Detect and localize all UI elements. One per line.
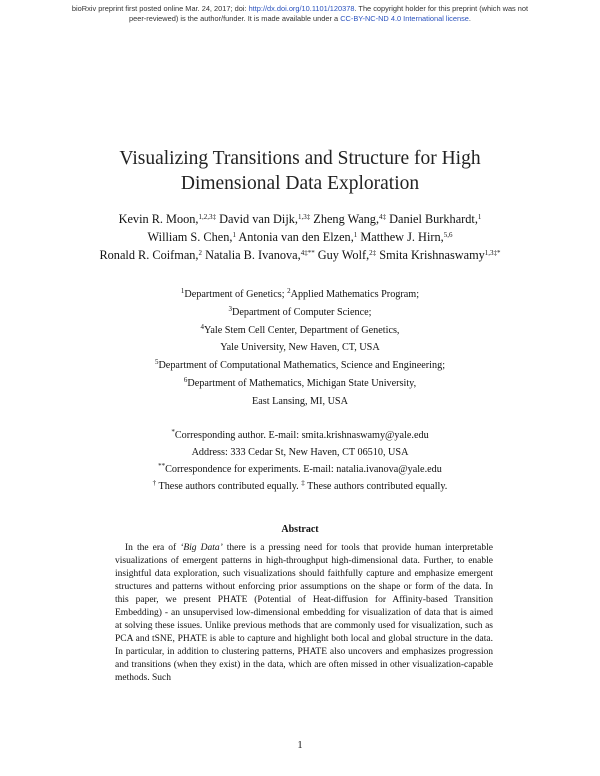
affiliation-sup: 3 <box>228 304 233 313</box>
note-text: Correspondence for experiments. E-mail: natalia.ivanova@yale.edu <box>165 464 442 475</box>
author-name: David van Dijk, <box>216 212 298 226</box>
affiliation-line <box>0 286 600 304</box>
banner-text-2-tail: . <box>468 13 471 23</box>
author-name: Ronald R. Coifman, <box>99 248 199 262</box>
author-name: Guy Wolf, <box>314 248 370 262</box>
author-name: Smita Krishnaswamy <box>376 248 485 262</box>
affiliation-line <box>0 375 600 393</box>
correspondence-notes <box>0 427 600 495</box>
author-name: Daniel Burkhardt, <box>386 212 478 226</box>
affiliation-text: Yale Stem Cell Center, Department of Genetics, <box>204 324 400 336</box>
author-name: Kevin R. Moon, <box>118 212 199 226</box>
page-number: 1 <box>297 740 303 751</box>
abstract-emphasis: ‘Big Data’ <box>180 543 223 553</box>
affiliations <box>0 286 600 411</box>
author-sup: 1 <box>477 213 482 221</box>
banner-text-1-tail: . The copyright holder for this preprint (which was not <box>354 4 529 13</box>
author-name: Zheng Wang, <box>310 212 380 226</box>
note-text: These authors contributed equally. <box>156 481 302 492</box>
equal-contribution <box>0 478 600 495</box>
author-name: Natalia B. Ivanova, <box>202 248 301 262</box>
affiliation-text: Department of Genetics; <box>184 289 288 300</box>
note-sup: * <box>171 428 175 436</box>
author-sup: 2‡ <box>369 249 377 257</box>
title-line-2: Dimensional Data Exploration <box>180 173 420 194</box>
paper-title <box>0 146 600 196</box>
title-line-1: Visualizing Transitions and Structure for High <box>119 148 481 169</box>
author-sup: 4‡** <box>300 249 315 257</box>
affiliation-text: Applied Mathematics Program; <box>290 289 420 300</box>
experiment-correspondence <box>0 461 600 478</box>
author-sup: 1 <box>353 231 358 239</box>
preprint-banner <box>0 4 600 23</box>
affiliation-sup: 6 <box>183 375 188 384</box>
author-sup: 2 <box>198 249 203 257</box>
banner-text-2: peer-reviewed) is the author/funder. It is made available under a <box>129 13 341 23</box>
affiliation-text: Department of Computational Mathematics, Science and Engineering; <box>158 360 446 372</box>
affiliation-sup: 1 <box>180 287 185 295</box>
note-text: Corresponding author. E-mail: smita.krishnaswamy@yale.edu <box>174 430 429 441</box>
author-line-2 <box>0 228 600 246</box>
note-sup: † <box>152 479 157 487</box>
affiliation-line: East Lansing, MI, USA <box>252 395 348 407</box>
abstract-text: In the era of <box>125 543 181 553</box>
note-text: These authors contributed equally. <box>304 481 448 492</box>
affiliation-line <box>0 322 600 340</box>
abstract-text: there is a pressing need for tools that provide human interpretable visualizations of emergent patterns in high-throughput high-dimensional data. Further, to enable insightful data exploration, such visualizations should faithfully capture and emphasize emergent structures and patterns without enforcing prior assumptions on the shape or form of the data. In this paper, we present PHATE (Potential of Heat-diffusion for Affinity-based Transition Embedding) - an unsupervised low-dimensional embedding for visualization of data that is aimed at solving these issues. Unlike previous methods that are commonly used for visualization, such as PCA and tSNE, PHATE is able to capture and highlight both local and global structure in the data. In particular, in addition to clustering patterns, PHATE also uncovers and emphasizes progression and transitions (when they exist) in the data, which are often missed in other visualization-capable methods. Such <box>115 543 493 684</box>
doi-link[interactable]: http://dx.doi.org/10.1101/120378 <box>248 4 355 13</box>
author-name: Antonia van den Elzen, <box>235 230 354 244</box>
author-name: William S. Chen, <box>147 230 233 244</box>
author-line-3 <box>0 246 600 264</box>
abstract-body <box>115 542 493 686</box>
license-link[interactable]: CC-BY-NC-ND 4.0 International license <box>340 13 469 23</box>
note-sup: ‡ <box>301 479 305 487</box>
author-sup: 1,2,3‡ <box>198 213 217 221</box>
author-list <box>0 210 600 264</box>
author-sup: 1 <box>232 231 236 239</box>
author-name: Matthew J. Hirn, <box>357 230 444 244</box>
note-sup: ** <box>158 462 166 470</box>
affiliation-sup: 2 <box>287 287 291 295</box>
affiliation-line <box>0 304 600 322</box>
abstract-heading: Abstract <box>281 524 319 535</box>
author-sup: 1,3‡ <box>297 213 311 221</box>
author-sup: 4‡ <box>379 213 387 221</box>
affiliation-line: Yale University, New Haven, CT, USA <box>220 342 380 354</box>
affiliation-text: Department of Computer Science; <box>232 306 372 318</box>
author-line-1 <box>0 210 600 228</box>
banner-line-2 <box>0 14 600 24</box>
affiliation-sup: 4 <box>200 322 205 331</box>
corresponding-author <box>0 427 600 444</box>
affiliation-sup: 5 <box>154 358 159 367</box>
banner-line-1 <box>0 4 600 14</box>
author-sup: 5,6 <box>443 231 453 239</box>
banner-text-1: bioRxiv preprint first posted online Mar. 24, 2017; doi: <box>71 4 249 13</box>
author-sup: 1,3‡* <box>484 249 501 257</box>
affiliation-line <box>0 357 600 375</box>
address: Address: 333 Cedar St, New Haven, CT 06510, USA <box>191 447 409 458</box>
affiliation-text: Department of Mathematics, Michigan State University, <box>187 377 417 389</box>
